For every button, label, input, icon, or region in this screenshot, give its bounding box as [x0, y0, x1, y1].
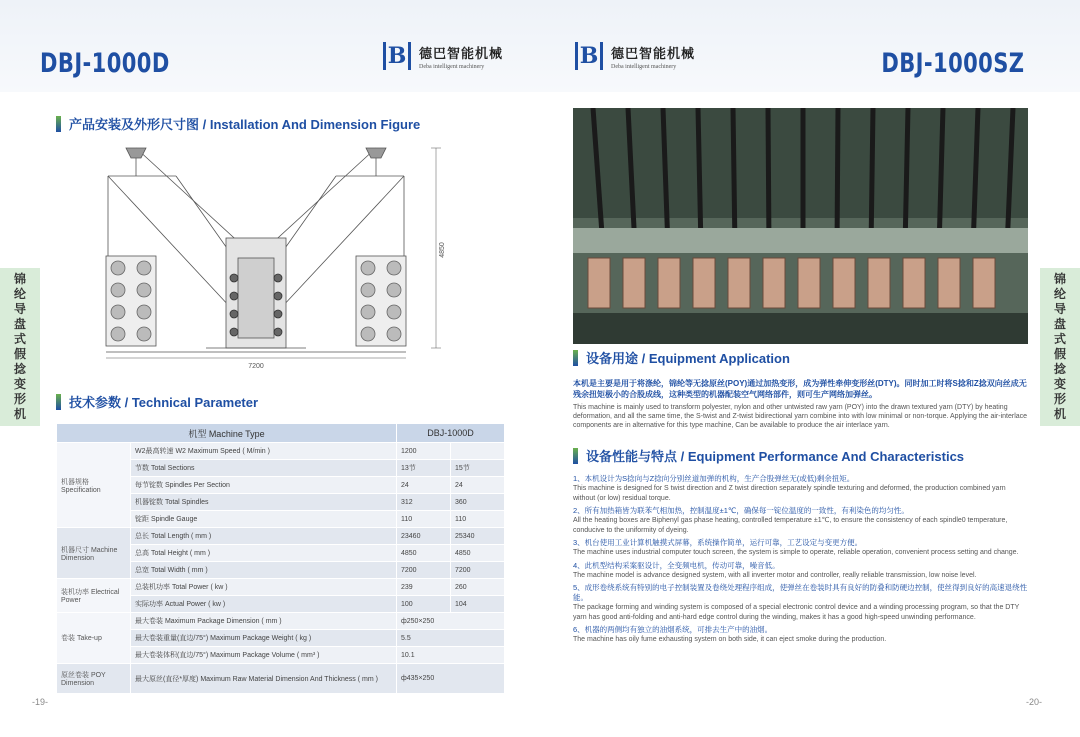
- dimension-width-label: 7200: [248, 363, 264, 370]
- row-value: 7200: [451, 562, 505, 579]
- row-value: 13节: [397, 460, 451, 477]
- row-value: ф435×250: [397, 664, 505, 694]
- row-value: 100: [397, 596, 451, 613]
- feature-cn: 1、本机设计为S捻向与Z捻向分别丝道加弹的机构，生产合股弹丝无(或低)剩余扭矩。: [573, 474, 855, 483]
- feature-cn: 2、所有加热箱皆为联苯气相加热，控制温度±1℃，确保每一锭位温度的一致性，有利染色的均匀性。: [573, 506, 909, 515]
- application-text-cn: 本机是主要是用于将涤纶，锦纶等无捻原丝(POY)通过加热变形，成为弹性牵伸变形丝(DTY)。同时加工时将S捻和Z捻双向丝成无残余扭矩极小的合股成线，这种类型的机器配装空气网络部件，则可生产网络加弹丝。: [573, 379, 1027, 399]
- feature-en: All the heating boxes are Biphenyl gas phase heating, controlled temperature ±1℃, to ensure the consistency of each spindle0 temperature, conducive to the uniformity of dyeing.: [573, 517, 1008, 534]
- side-tab-char: 纶: [1053, 287, 1066, 301]
- row-label: 最大卷装体积(直边/75°) Maximum Package Volume ( mm³ ): [131, 647, 397, 664]
- row-label: 总宽 Total Width ( mm ): [131, 562, 397, 579]
- side-tab-char: 形: [13, 392, 26, 406]
- row-value: 110: [451, 511, 505, 528]
- side-tab-char: 假: [13, 347, 26, 361]
- brand-mark-icon: B: [575, 42, 603, 70]
- row-value: 4850: [397, 545, 451, 562]
- row-value: 25340: [451, 528, 505, 545]
- row-label: W2最高转速 W2 Maximum Speed ( M/min ): [131, 443, 397, 460]
- table-header-label: 机型 Machine Type: [57, 424, 397, 443]
- application-text-en: This machine is mainly used to transform polyester, nylon and other untwisted raw yarn (POY) into the drawn textured yarn (DTY) by heating deformation, and all the same time, the S-twist and Z-twist bidirectional yarn combine into with low minimal or non-torque. Applying the air-interlace components are in alternative for this type machine, Can be available to produce the air interlace yarn.: [573, 404, 1028, 429]
- side-tab-char: 锦: [1053, 272, 1066, 286]
- side-tab-char: 导: [1053, 302, 1066, 316]
- row-value: 24: [451, 477, 505, 494]
- row-value: 360: [451, 494, 505, 511]
- side-tab-char: 锦: [13, 272, 26, 286]
- page-number-left: -19-: [32, 697, 49, 707]
- row-value: 15节: [451, 460, 505, 477]
- brand-name-en: Deba intelligent machinery: [611, 63, 677, 70]
- feature-item: [573, 538, 1029, 558]
- table-row: [57, 579, 505, 596]
- table-header-model: DBJ-1000D: [397, 424, 505, 443]
- group-takeup: 卷装 Take-up: [57, 613, 131, 664]
- section-install-label: 产品安装及外形尺寸图 / Installation And Dimension Figure: [69, 117, 421, 132]
- side-tab-char: 纶: [13, 287, 26, 301]
- model-title-left: DBJ-1000D: [40, 48, 170, 79]
- page-number-right: -20-: [1025, 697, 1042, 707]
- side-tab-char: 变: [13, 377, 26, 391]
- table-row: [57, 664, 505, 694]
- machine-photo: [573, 108, 1028, 344]
- row-label: 最大原丝(直径*厚度) Maximum Raw Material Dimension And Thickness ( mm ): [131, 664, 397, 694]
- feature-item: [573, 583, 1029, 622]
- row-value: 10.1: [397, 647, 505, 664]
- row-value: 4850: [451, 545, 505, 562]
- row-label: 机器锭数 Total Spindles: [131, 494, 397, 511]
- section-application-title: [573, 348, 790, 367]
- model-title-right: DBJ-1000SZ: [880, 48, 1024, 79]
- group-spec: 机器规格 Specification: [57, 443, 131, 528]
- feature-cn: 6、机器的两侧均有独立的油烟系统，可排去生产中的油烟。: [573, 625, 773, 634]
- side-tab-right: [1040, 268, 1080, 426]
- row-value: [451, 443, 505, 460]
- feature-item: [573, 506, 1029, 535]
- side-tab-char: 机: [1053, 407, 1066, 421]
- brand-mark-icon: B: [383, 42, 411, 70]
- row-value: 312: [397, 494, 451, 511]
- row-value: 1200: [397, 443, 451, 460]
- feature-cn: 3、机台使用工业计算机触摸式屏幕，系统操作简单，运行可靠，工艺设定与变更方便。: [573, 538, 863, 547]
- brand-logo-left: [383, 42, 503, 70]
- section-performance-title: [573, 446, 964, 465]
- row-value: 260: [451, 579, 505, 596]
- section-install-title: [56, 114, 420, 133]
- side-tab-char: 假: [1053, 347, 1066, 361]
- section-performance-label: 设备性能与特点 / Equipment Performance And Characteristics: [586, 449, 965, 464]
- side-tab-char: 捻: [1053, 362, 1066, 376]
- row-label: 每节锭数 Spindles Per Section: [131, 477, 397, 494]
- table-row: [57, 613, 505, 630]
- section-bar-icon: [56, 116, 61, 132]
- feature-en: This machine is designed for S twist direction and Z twist direction separately spindle texturing and deformed, the production combined yarn without (or low) residual torque.: [573, 485, 1006, 502]
- side-tab-char: 式: [13, 332, 26, 346]
- row-value: 23460: [397, 528, 451, 545]
- side-tab-char: 变: [1053, 377, 1066, 391]
- side-tab-char: 捻: [13, 362, 26, 376]
- side-tab-char: 盘: [13, 317, 26, 331]
- brand-name-en: Deba intelligent machinery: [419, 63, 485, 70]
- feature-en: The machine model is advance designed system, with all inverter motor and controller, really reliable transmission, low noise level.: [573, 571, 977, 579]
- section-tech-label: 技术参数 / Technical Parameter: [69, 395, 259, 410]
- section-application-label: 设备用途 / Equipment Application: [586, 351, 790, 366]
- row-value: 7200: [397, 562, 451, 579]
- side-tab-char: 式: [1053, 332, 1066, 346]
- section-bar-icon: [56, 394, 61, 410]
- group-poy: 原丝卷装 POY Dimension: [57, 664, 131, 694]
- dimension-drawing: [56, 138, 456, 376]
- row-value: 104: [451, 596, 505, 613]
- side-tab-char: 机: [13, 407, 26, 421]
- side-tab-char: 导: [13, 302, 26, 316]
- feature-item: [573, 625, 1029, 645]
- group-size: 机器尺寸 Machine Dimension: [57, 528, 131, 579]
- table-row: [57, 528, 505, 545]
- feature-item: [573, 561, 1029, 581]
- section-bar-icon: [573, 448, 578, 464]
- row-label: 锭距 Spindle Gauge: [131, 511, 397, 528]
- row-value: 239: [397, 579, 451, 596]
- feature-cn: 5、成形卷绕系统有特别的电子控制装置及卷绕处理程序组成，使弹丝在卷装时具有良好的防叠和防硬边控制，使丝得到良好的高速退绕性能。: [573, 583, 1028, 602]
- table-header-row: [57, 424, 505, 443]
- brand-name-cn: 德巴智能机械: [419, 45, 504, 61]
- row-value: 110: [397, 511, 451, 528]
- table-row: [57, 443, 505, 460]
- technical-parameter-table: [56, 423, 505, 694]
- brand-name-cn: 德巴智能机械: [611, 45, 696, 61]
- side-tab-char: 形: [1053, 392, 1066, 406]
- feature-cn: 4、此机型结构采案驱设计，全变频电机，传动可靠，噪音低。: [573, 560, 780, 570]
- section-tech-title: [56, 392, 258, 411]
- brand-logo-right: [575, 42, 695, 70]
- row-label: 实际功率 Actual Power ( kw ): [131, 596, 397, 613]
- dimension-height-label: 4850: [439, 242, 446, 258]
- row-label: 总高 Total Height ( mm ): [131, 545, 397, 562]
- row-value: 5.5: [397, 630, 505, 647]
- side-tab-char: 盘: [1053, 317, 1066, 331]
- row-label: 总长 Total Length ( mm ): [131, 528, 397, 545]
- feature-en: The machine has oily fume exhausting system on both side, it can eject smoke during the production.: [573, 636, 887, 643]
- row-label: 节数 Total Sections: [131, 460, 397, 477]
- group-power: 装机功率 Electrical Power: [57, 579, 131, 613]
- row-label: 最大卷装 Maximum Package Dimension ( mm ): [131, 613, 397, 630]
- side-tab-left: [0, 268, 40, 426]
- row-value: 24: [397, 477, 451, 494]
- row-label: 最大卷装重量(直边/75°) Maximum Package Weight ( kg ): [131, 630, 397, 647]
- row-label: 总装机功率 Total Power ( kw ): [131, 579, 397, 596]
- feature-en: The machine uses industrial computer touch screen, the system is simple to operate, reliable operation, convenient process setting and change.: [573, 549, 1019, 556]
- row-value: ф250×250: [397, 613, 505, 630]
- feature-item: [573, 474, 1029, 503]
- section-bar-icon: [573, 350, 578, 366]
- feature-en: The package forming and winding system is composed of a special electronic control device and a winding processing program, so that the DTY yarn has good anti-folding and anti-hard edge control during the winding, makes it has a good high-speed unwinding performance.: [573, 604, 1020, 621]
- feature-list: [573, 474, 1029, 648]
